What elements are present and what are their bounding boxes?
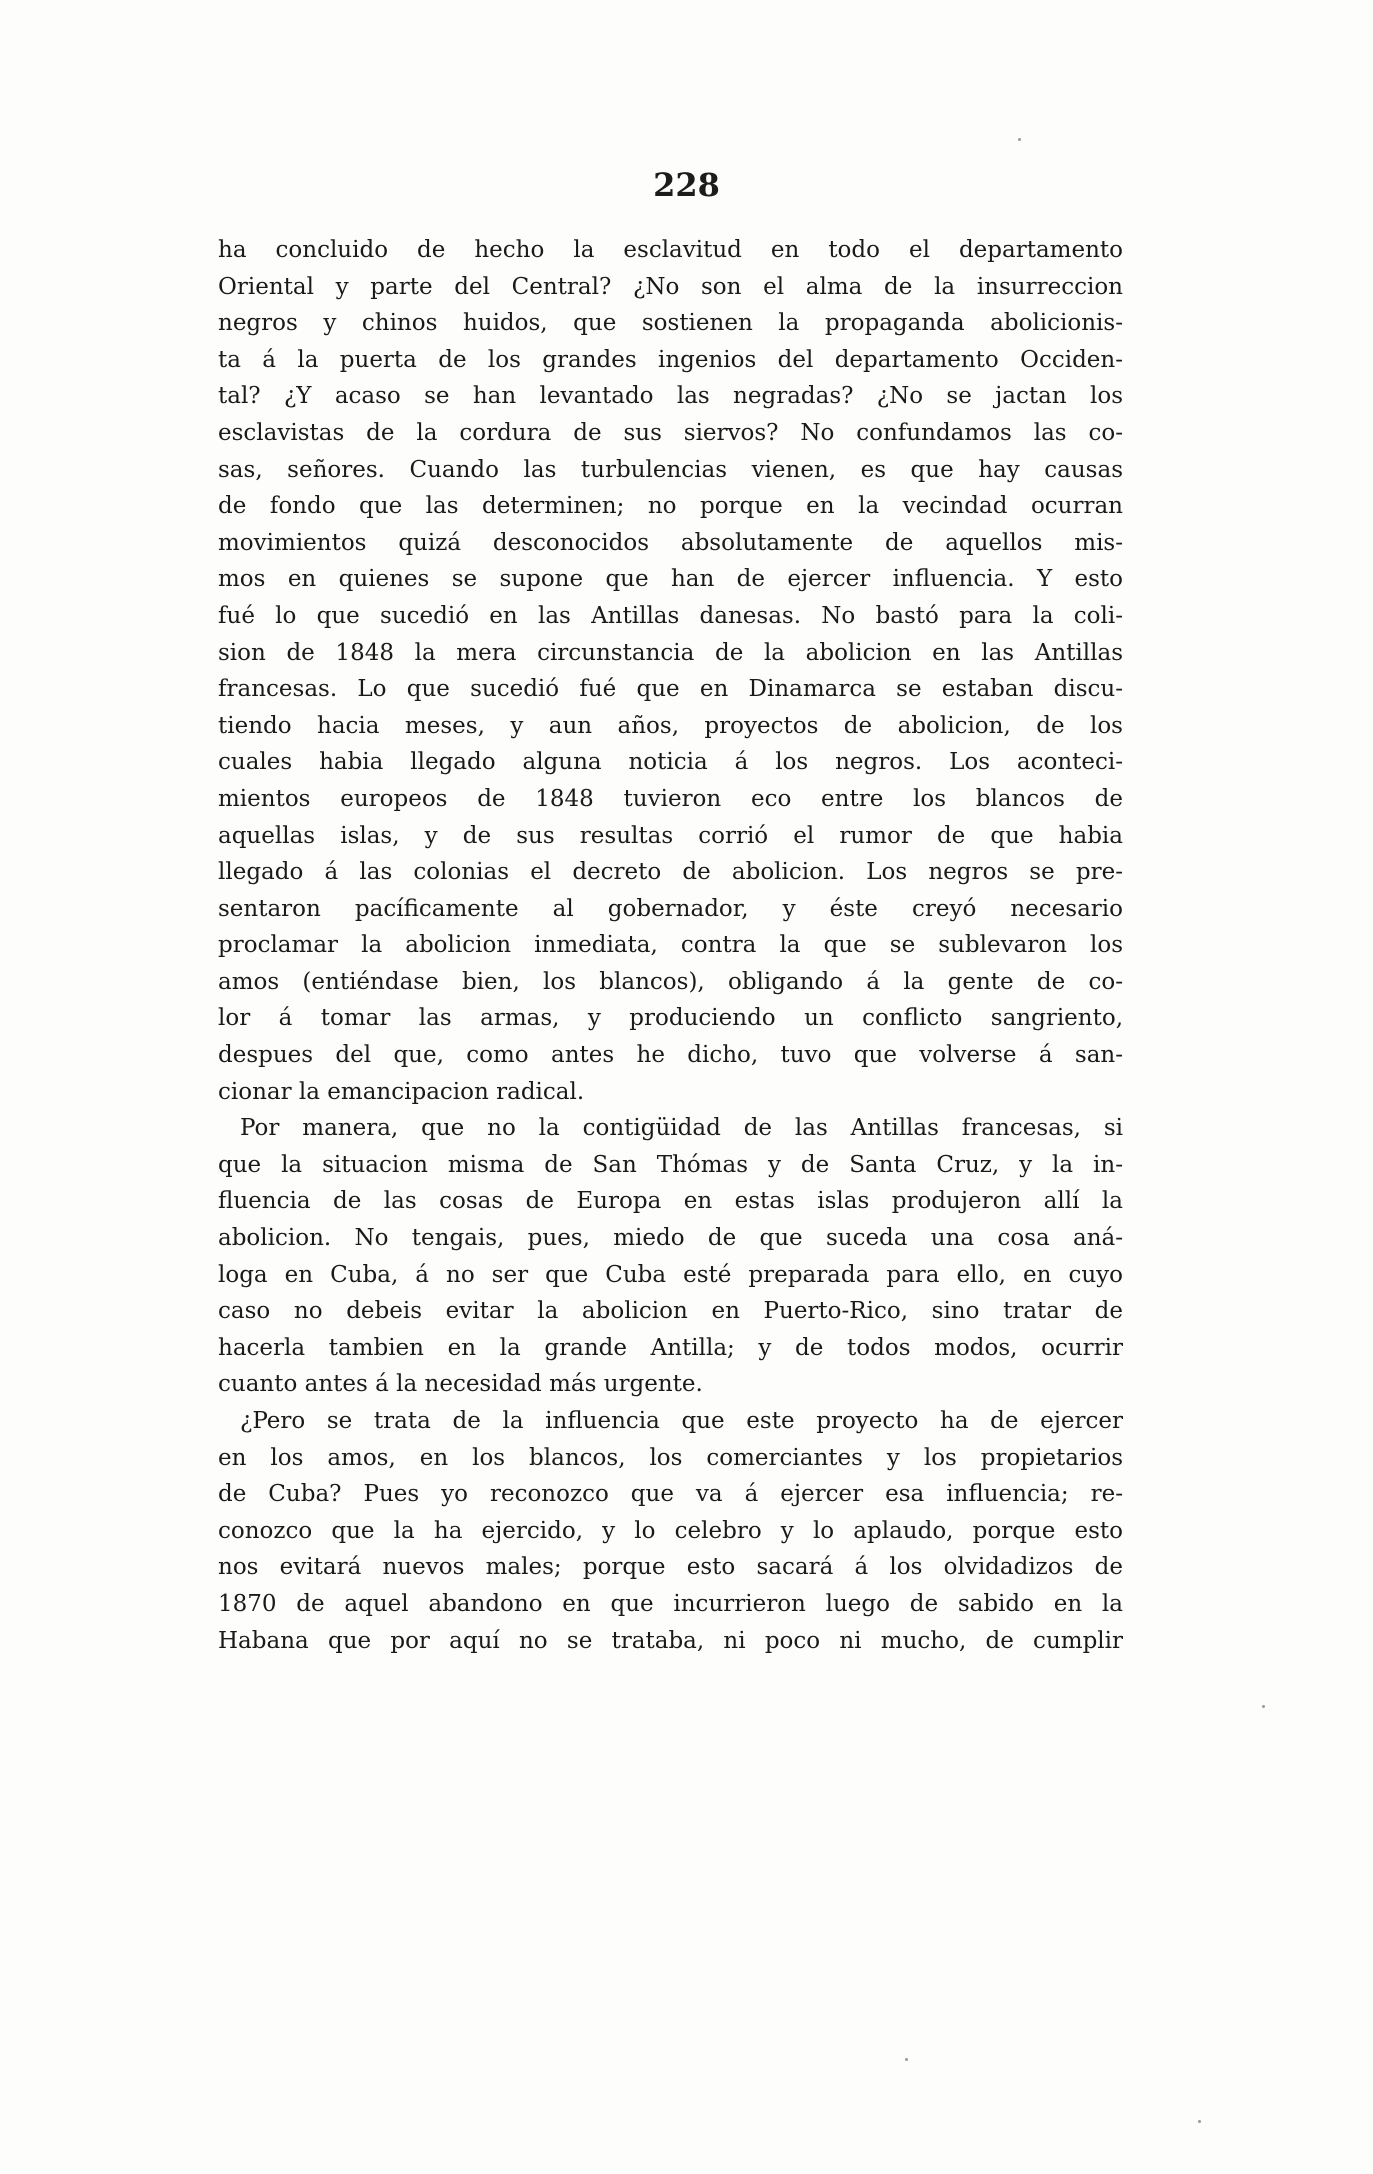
text-line: cuanto antes á la necesidad más urgente.	[218, 1371, 703, 1398]
text-line: Habana que por aquí no se trataba, ni poco ni mucho, de cumplir	[218, 1627, 1123, 1654]
text-line: movimientos quizá desconocidos absolutamente de aquellos mis-	[218, 529, 1123, 556]
text-line: loga en Cuba, á no ser que Cuba esté preparada para ello, en cuyo	[218, 1261, 1123, 1288]
text-line: cionar la emancipacion radical.	[218, 1078, 585, 1105]
text-line: mos en quienes se supone que han de ejercer influencia. Y esto	[218, 566, 1123, 593]
scan-speck	[1262, 1705, 1265, 1708]
text-line: fué lo que sucedió en las Antillas danesas. No bastó para la coli-	[218, 602, 1123, 629]
text-line: sion de 1848 la mera circunstancia de la abolicion en las Antillas	[218, 639, 1123, 666]
text-line: fluencia de las cosas de Europa en estas islas produjeron allí la	[218, 1188, 1123, 1215]
text-line: negros y chinos huidos, que sostienen la propaganda abolicionis-	[218, 310, 1123, 337]
scan-speck	[905, 2058, 908, 2061]
text-line: abolicion. No tengais, pues, miedo de que suceda una cosa aná-	[218, 1225, 1123, 1252]
text-line: que la situacion misma de San Thómas y de Santa Cruz, y la in-	[218, 1151, 1123, 1178]
text-line: ta á la puerta de los grandes ingenios del departamento Occiden-	[218, 346, 1123, 373]
scan-speck	[1018, 138, 1021, 141]
text-line: de Cuba? Pues yo reconozco que va á ejercer esa influencia; re-	[218, 1481, 1123, 1508]
text-line: Por manera, que no la contigüidad de las Antillas francesas, si	[240, 1115, 1123, 1142]
text-line: cuales habia llegado alguna noticia á los negros. Los aconteci-	[218, 749, 1123, 776]
text-line: sentaron pacíficamente al gobernador, y éste creyó necesario	[218, 895, 1123, 922]
text-line: francesas. Lo que sucedió fué que en Dinamarca se estaban discu-	[218, 676, 1123, 703]
scan-speck	[1198, 2120, 1201, 2123]
text-line: proclamar la abolicion inmediata, contra la que se sublevaron los	[218, 932, 1123, 959]
text-line: lor á tomar las armas, y produciendo un conflicto sangriento,	[218, 1005, 1123, 1032]
text-line: en los amos, en los blancos, los comerciantes y los propietarios	[218, 1444, 1123, 1471]
text-line: caso no debeis evitar la abolicion en Puerto-Rico, sino tratar de	[218, 1298, 1123, 1325]
text-line: tal? ¿Y acaso se han levantado las negradas? ¿No se jactan los	[218, 383, 1123, 410]
body-text	[218, 232, 1123, 1659]
text-line: hacerla tambien en la grande Antilla; y de todos modos, ocurrir	[218, 1334, 1123, 1361]
text-line: nos evitará nuevos males; porque esto sacará á los olvidadizos de	[218, 1554, 1123, 1581]
text-line: mientos europeos de 1848 tuvieron eco entre los blancos de	[218, 785, 1123, 812]
text-line: Oriental y parte del Central? ¿No son el alma de la insurreccion	[218, 273, 1123, 300]
text-line: llegado á las colonias el decreto de abolicion. Los negros se pre-	[218, 859, 1123, 886]
page-number: 228	[653, 166, 720, 204]
text-line: amos (entiéndase bien, los blancos), obligando á la gente de co-	[218, 968, 1123, 995]
text-line: tiendo hacia meses, y aun años, proyectos de abolicion, de los	[218, 712, 1123, 739]
text-line: sas, señores. Cuando las turbulencias vienen, es que hay causas	[218, 456, 1123, 483]
text-line: de fondo que las determinen; no porque en la vecindad ocurran	[218, 493, 1123, 520]
text-line: despues del que, como antes he dicho, tuvo que volverse á san-	[218, 1042, 1123, 1069]
text-line: aquellas islas, y de sus resultas corrió el rumor de que habia	[218, 822, 1123, 849]
text-line: esclavistas de la cordura de sus siervos? No confundamos las co-	[218, 419, 1123, 446]
text-line: conozco que la ha ejercido, y lo celebro y lo aplaudo, porque esto	[218, 1517, 1123, 1544]
text-line: 1870 de aquel abandono en que incurrieron luego de sabido en la	[218, 1590, 1123, 1617]
text-line: ha concluido de hecho la esclavitud en todo el departamento	[218, 237, 1123, 263]
text-line: ¿Pero se trata de la influencia que este proyecto ha de ejercer	[240, 1408, 1123, 1434]
